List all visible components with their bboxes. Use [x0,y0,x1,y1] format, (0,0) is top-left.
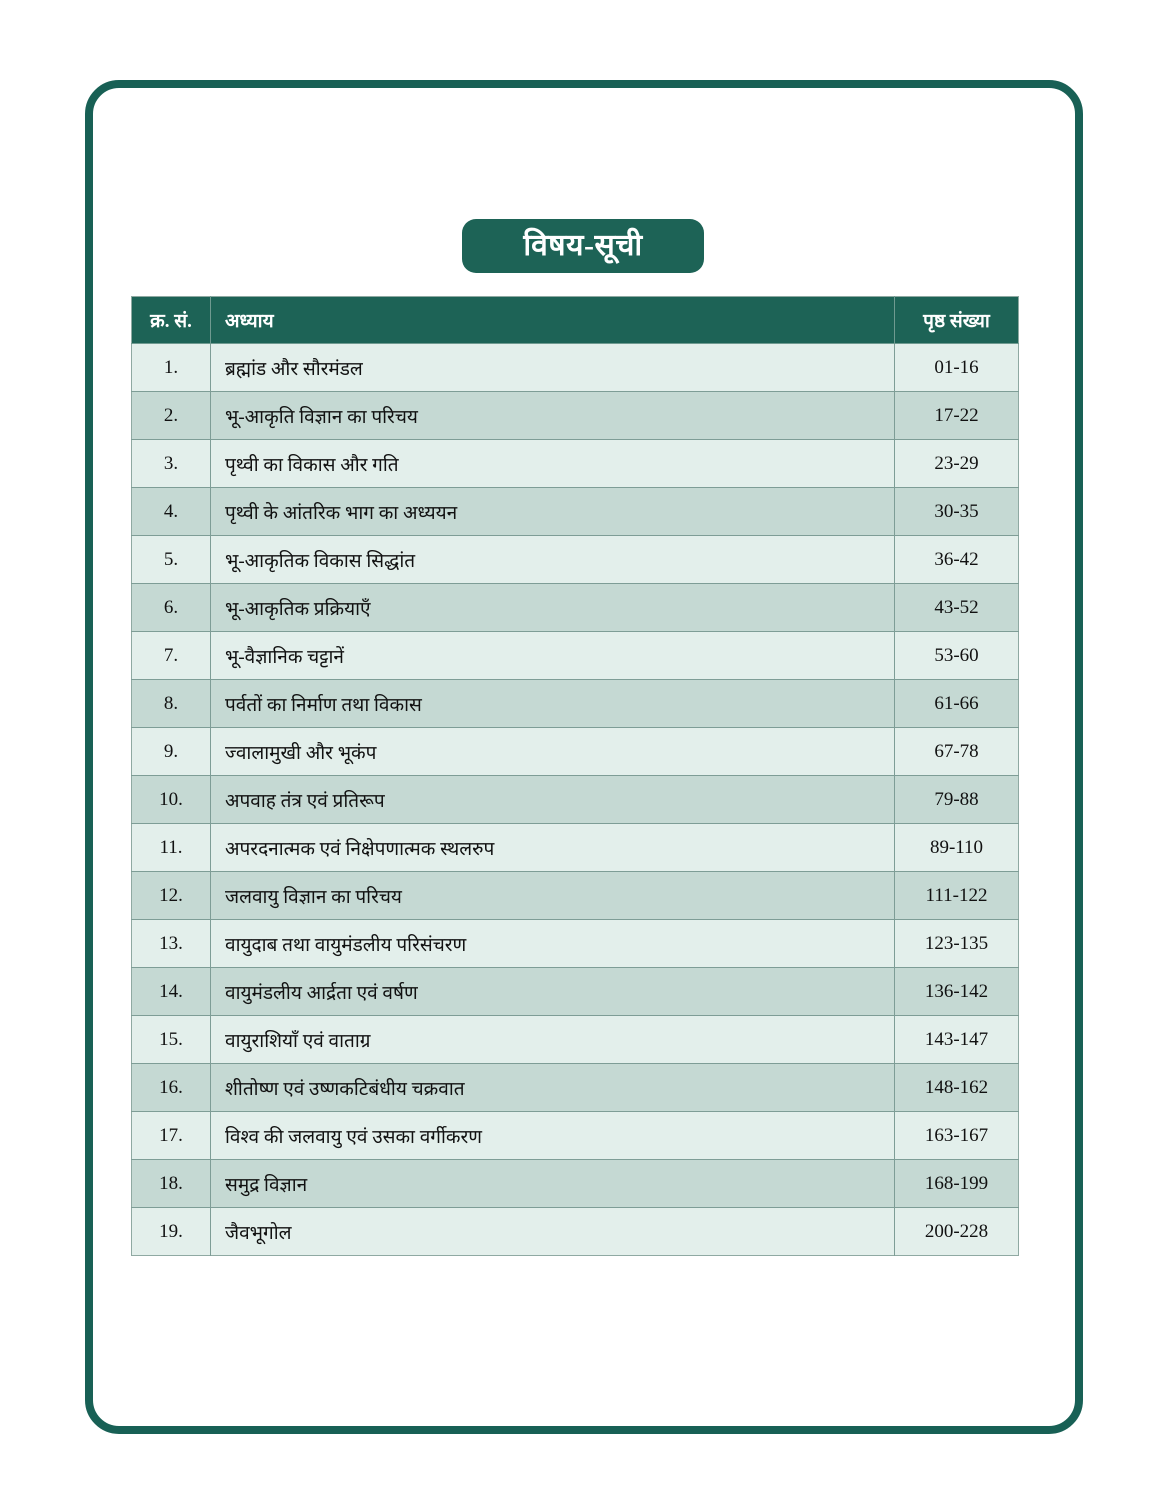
page-title: विषय-सूची [523,229,643,262]
table-row [132,632,1019,680]
cell-serial-number: 7. [132,632,211,680]
cell-serial-number: 16. [132,1064,211,1112]
cell-serial-number: 19. [132,1208,211,1256]
cell-serial-number: 14. [132,968,211,1016]
cell-serial-number: 13. [132,920,211,968]
table-body [132,344,1019,1256]
cell-page-range: 36-42 [895,536,1019,584]
table-row [132,440,1019,488]
cell-chapter-title: ज्वालामुखी और भूकंप [211,728,895,776]
cell-serial-number: 5. [132,536,211,584]
cell-page-range: 30-35 [895,488,1019,536]
cell-page-range: 61-66 [895,680,1019,728]
cell-page-range: 23-29 [895,440,1019,488]
table-row [132,1112,1019,1160]
cell-page-range: 148-162 [895,1064,1019,1112]
cell-chapter-title: अपवाह तंत्र एवं प्रतिरूप [211,776,895,824]
table-row [132,584,1019,632]
table-row [132,392,1019,440]
table-row [132,344,1019,392]
table-row [132,824,1019,872]
cell-serial-number: 9. [132,728,211,776]
cell-page-range: 168-199 [895,1160,1019,1208]
table-row [132,920,1019,968]
cell-page-range: 17-22 [895,392,1019,440]
cell-page-range: 79-88 [895,776,1019,824]
cell-page-range: 111-122 [895,872,1019,920]
table-row [132,968,1019,1016]
cell-serial-number: 3. [132,440,211,488]
table-row [132,1064,1019,1112]
column-header-page-number: पृष्ठ संख्या [895,297,1019,344]
cell-page-range: 53-60 [895,632,1019,680]
cell-page-range: 163-167 [895,1112,1019,1160]
cell-page-range: 01-16 [895,344,1019,392]
cell-serial-number: 1. [132,344,211,392]
cell-page-range: 123-135 [895,920,1019,968]
cell-page-range: 136-142 [895,968,1019,1016]
cell-chapter-title: जैवभूगोल [211,1208,895,1256]
cell-chapter-title: विश्व की जलवायु एवं उसका वर्गीकरण [211,1112,895,1160]
cell-page-range: 67-78 [895,728,1019,776]
cell-serial-number: 4. [132,488,211,536]
cell-chapter-title: पर्वतों का निर्माण तथा विकास [211,680,895,728]
cell-chapter-title: अपरदनात्मक एवं निक्षेपणात्मक स्थलरुप [211,824,895,872]
cell-chapter-title: शीतोष्ण एवं उष्णकटिबंधीय चक्रवात [211,1064,895,1112]
cell-chapter-title: वायुदाब तथा वायुमंडलीय परिसंचरण [211,920,895,968]
table-header-row [132,297,1019,344]
table-row [132,488,1019,536]
cell-serial-number: 8. [132,680,211,728]
cell-chapter-title: समुद्र विज्ञान [211,1160,895,1208]
cell-serial-number: 15. [132,1016,211,1064]
cell-page-range: 200-228 [895,1208,1019,1256]
cell-serial-number: 6. [132,584,211,632]
cell-chapter-title: भू-वैज्ञानिक चट्टानें [211,632,895,680]
table-row [132,1016,1019,1064]
cell-serial-number: 2. [132,392,211,440]
cell-chapter-title: वायुमंडलीय आर्द्रता एवं वर्षण [211,968,895,1016]
cell-chapter-title: पृथ्वी का विकास और गति [211,440,895,488]
cell-serial-number: 10. [132,776,211,824]
column-header-chapter: अध्याय [211,297,895,344]
column-header-serial-number: क्र. सं. [132,297,211,344]
page-title-badge [462,219,704,273]
table-row [132,728,1019,776]
cell-serial-number: 12. [132,872,211,920]
cell-chapter-title: वायुराशियाँ एवं वाताग्र [211,1016,895,1064]
cell-chapter-title: भू-आकृतिक प्रक्रियाएँ [211,584,895,632]
table-row [132,536,1019,584]
cell-serial-number: 17. [132,1112,211,1160]
table-row [132,872,1019,920]
table-row [132,1208,1019,1256]
cell-chapter-title: ब्रह्मांड और सौरमंडल [211,344,895,392]
cell-chapter-title: जलवायु विज्ञान का परिचय [211,872,895,920]
table-row [132,776,1019,824]
table-row [132,680,1019,728]
table-header [132,297,1019,344]
table-of-contents [131,296,1019,1256]
cell-page-range: 43-52 [895,584,1019,632]
cell-page-range: 89-110 [895,824,1019,872]
cell-serial-number: 11. [132,824,211,872]
cell-chapter-title: पृथ्वी के आंतरिक भाग का अध्ययन [211,488,895,536]
cell-chapter-title: भू-आकृति विज्ञान का परिचय [211,392,895,440]
cell-page-range: 143-147 [895,1016,1019,1064]
cell-serial-number: 18. [132,1160,211,1208]
table-row [132,1160,1019,1208]
cell-chapter-title: भू-आकृतिक विकास सिद्धांत [211,536,895,584]
